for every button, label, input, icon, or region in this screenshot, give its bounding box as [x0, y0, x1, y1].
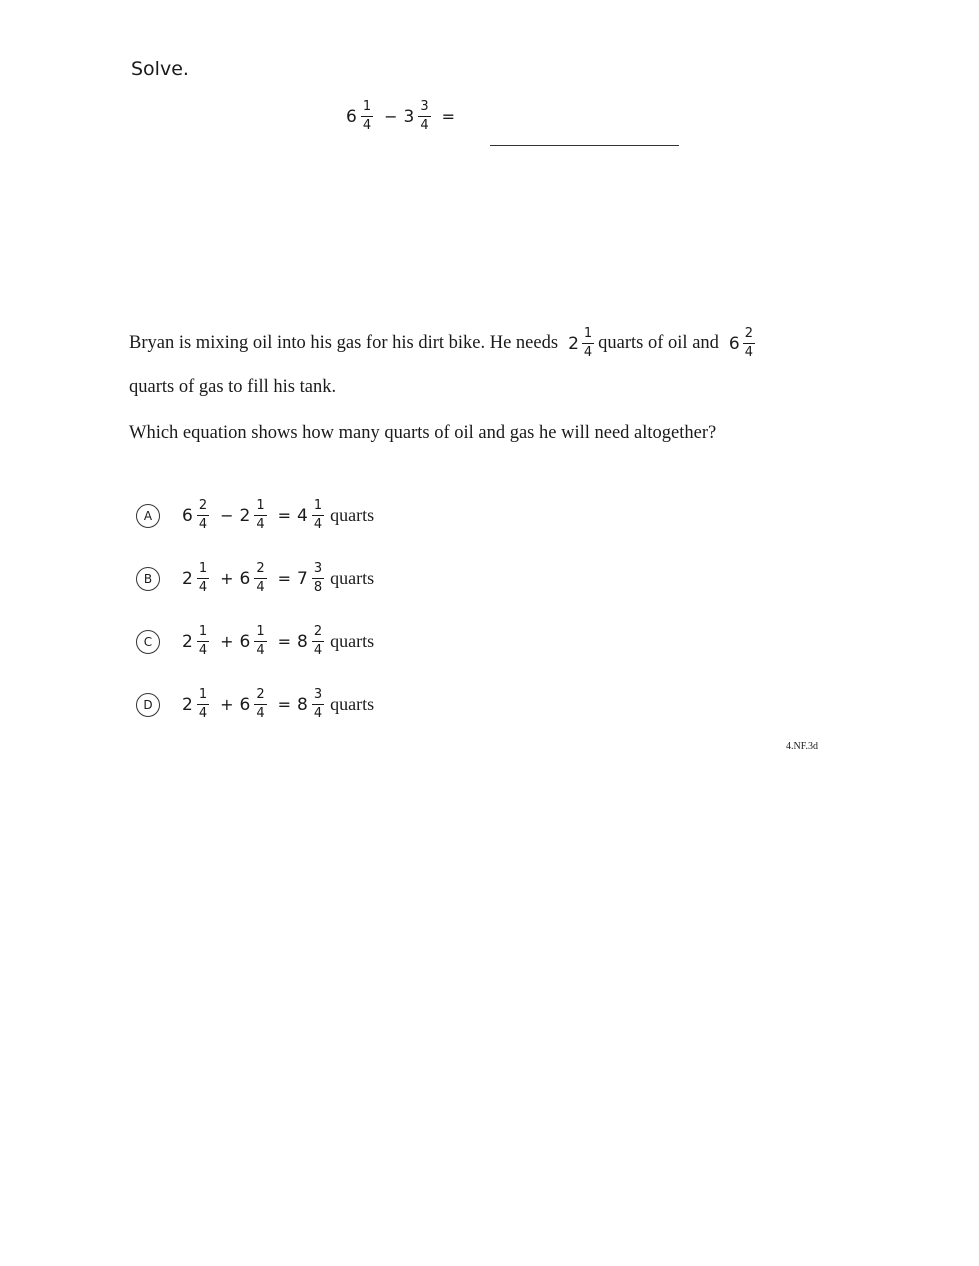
denominator: 4	[198, 643, 208, 658]
numerator: 2	[743, 327, 755, 344]
denominator: 4	[256, 643, 265, 658]
equals-sign: =	[277, 569, 292, 588]
choice-bubble-b[interactable]: B	[136, 567, 160, 591]
numerator: 1	[254, 499, 266, 516]
fraction	[361, 100, 373, 133]
mixed-whole: 8	[297, 631, 308, 652]
fraction	[312, 562, 324, 595]
mixed-whole: 3	[403, 106, 415, 127]
problem1-title: Solve.	[131, 58, 189, 80]
numerator: 3	[312, 688, 324, 705]
gas-whole: 6	[728, 333, 740, 354]
denominator: 8	[313, 580, 323, 595]
fraction	[197, 625, 209, 658]
denominator: 4	[198, 517, 208, 532]
problem2-text-middle: quarts of oil and	[598, 333, 719, 353]
fraction	[197, 562, 209, 595]
problem2-text-before: Bryan is mixing oil into his gas for his dirt bike. He needs	[129, 333, 559, 353]
unit-label: quarts	[330, 505, 375, 525]
numerator: 2	[312, 625, 324, 642]
mixed-whole: 6	[239, 568, 251, 589]
fraction	[418, 100, 430, 133]
denominator: 4	[313, 517, 323, 532]
fraction	[312, 688, 324, 721]
denominator: 4	[198, 580, 208, 595]
operator: −	[384, 107, 398, 126]
mixed-whole: 2	[182, 694, 193, 715]
unit-label: quarts	[330, 631, 375, 651]
fraction	[254, 625, 266, 658]
numerator: 3	[418, 100, 430, 117]
mixed-whole: 6	[239, 631, 251, 652]
problem2-question: Which equation shows how many quarts of oil and gas he will need altogether?	[129, 423, 717, 443]
oil-fraction	[582, 327, 594, 360]
numerator: 2	[254, 688, 266, 705]
numerator: 1	[197, 625, 209, 642]
choice-bubble-c[interactable]: C	[136, 630, 160, 654]
standard-code: 4.NF.3d	[786, 741, 818, 752]
equals-sign: =	[277, 632, 292, 651]
equals-sign: =	[277, 506, 292, 525]
oil-whole: 2	[568, 333, 579, 354]
denominator: 4	[583, 345, 593, 360]
numerator: 1	[361, 100, 373, 117]
fraction	[312, 625, 324, 658]
mixed-whole: 7	[297, 568, 308, 589]
problem2-text-line2: quarts of gas to fill his tank.	[129, 377, 337, 397]
choice-a[interactable]	[136, 499, 374, 532]
numerator: 2	[254, 562, 266, 579]
mixed-whole: 6	[239, 694, 251, 715]
problem2-text-line1	[129, 327, 759, 360]
operator: +	[220, 632, 234, 651]
denominator: 4	[256, 580, 265, 595]
mixed-whole: 2	[182, 568, 193, 589]
numerator: 1	[582, 327, 594, 344]
mixed-whole: 4	[297, 505, 308, 526]
denominator: 4	[362, 118, 372, 133]
numerator: 3	[312, 562, 324, 579]
mixed-whole: 6	[346, 106, 357, 127]
denominator: 4	[198, 706, 208, 721]
gas-fraction	[743, 327, 755, 360]
equals-sign: =	[441, 107, 456, 126]
mixed-whole: 8	[297, 694, 308, 715]
fraction	[254, 562, 266, 595]
denominator: 4	[313, 706, 323, 721]
answer-blank-line[interactable]	[490, 145, 679, 146]
numerator: 1	[312, 499, 324, 516]
unit-label: quarts	[330, 568, 375, 588]
operator: +	[220, 569, 234, 588]
mixed-whole: 2	[239, 505, 251, 526]
unit-label: quarts	[330, 694, 375, 714]
fraction	[254, 688, 266, 721]
choice-bubble-a[interactable]: A	[136, 504, 160, 528]
denominator: 4	[744, 345, 754, 360]
numerator: 2	[197, 499, 209, 516]
choice-d[interactable]	[136, 688, 374, 721]
numerator: 1	[197, 562, 209, 579]
fraction	[197, 688, 209, 721]
mixed-whole: 2	[182, 631, 193, 652]
equals-sign: =	[277, 695, 292, 714]
denominator: 4	[256, 517, 265, 532]
denominator: 4	[313, 643, 323, 658]
choice-bubble-d[interactable]: D	[136, 693, 160, 717]
denominator: 4	[420, 118, 429, 133]
numerator: 1	[254, 625, 266, 642]
problem1-equation	[346, 100, 461, 133]
mixed-whole: 6	[182, 505, 193, 526]
fraction	[254, 499, 266, 532]
fraction	[312, 499, 324, 532]
fraction	[197, 499, 209, 532]
operator: −	[220, 506, 234, 525]
choice-b[interactable]	[136, 562, 374, 595]
operator: +	[220, 695, 234, 714]
numerator: 1	[197, 688, 209, 705]
denominator: 4	[256, 706, 265, 721]
choice-c[interactable]	[136, 625, 374, 658]
